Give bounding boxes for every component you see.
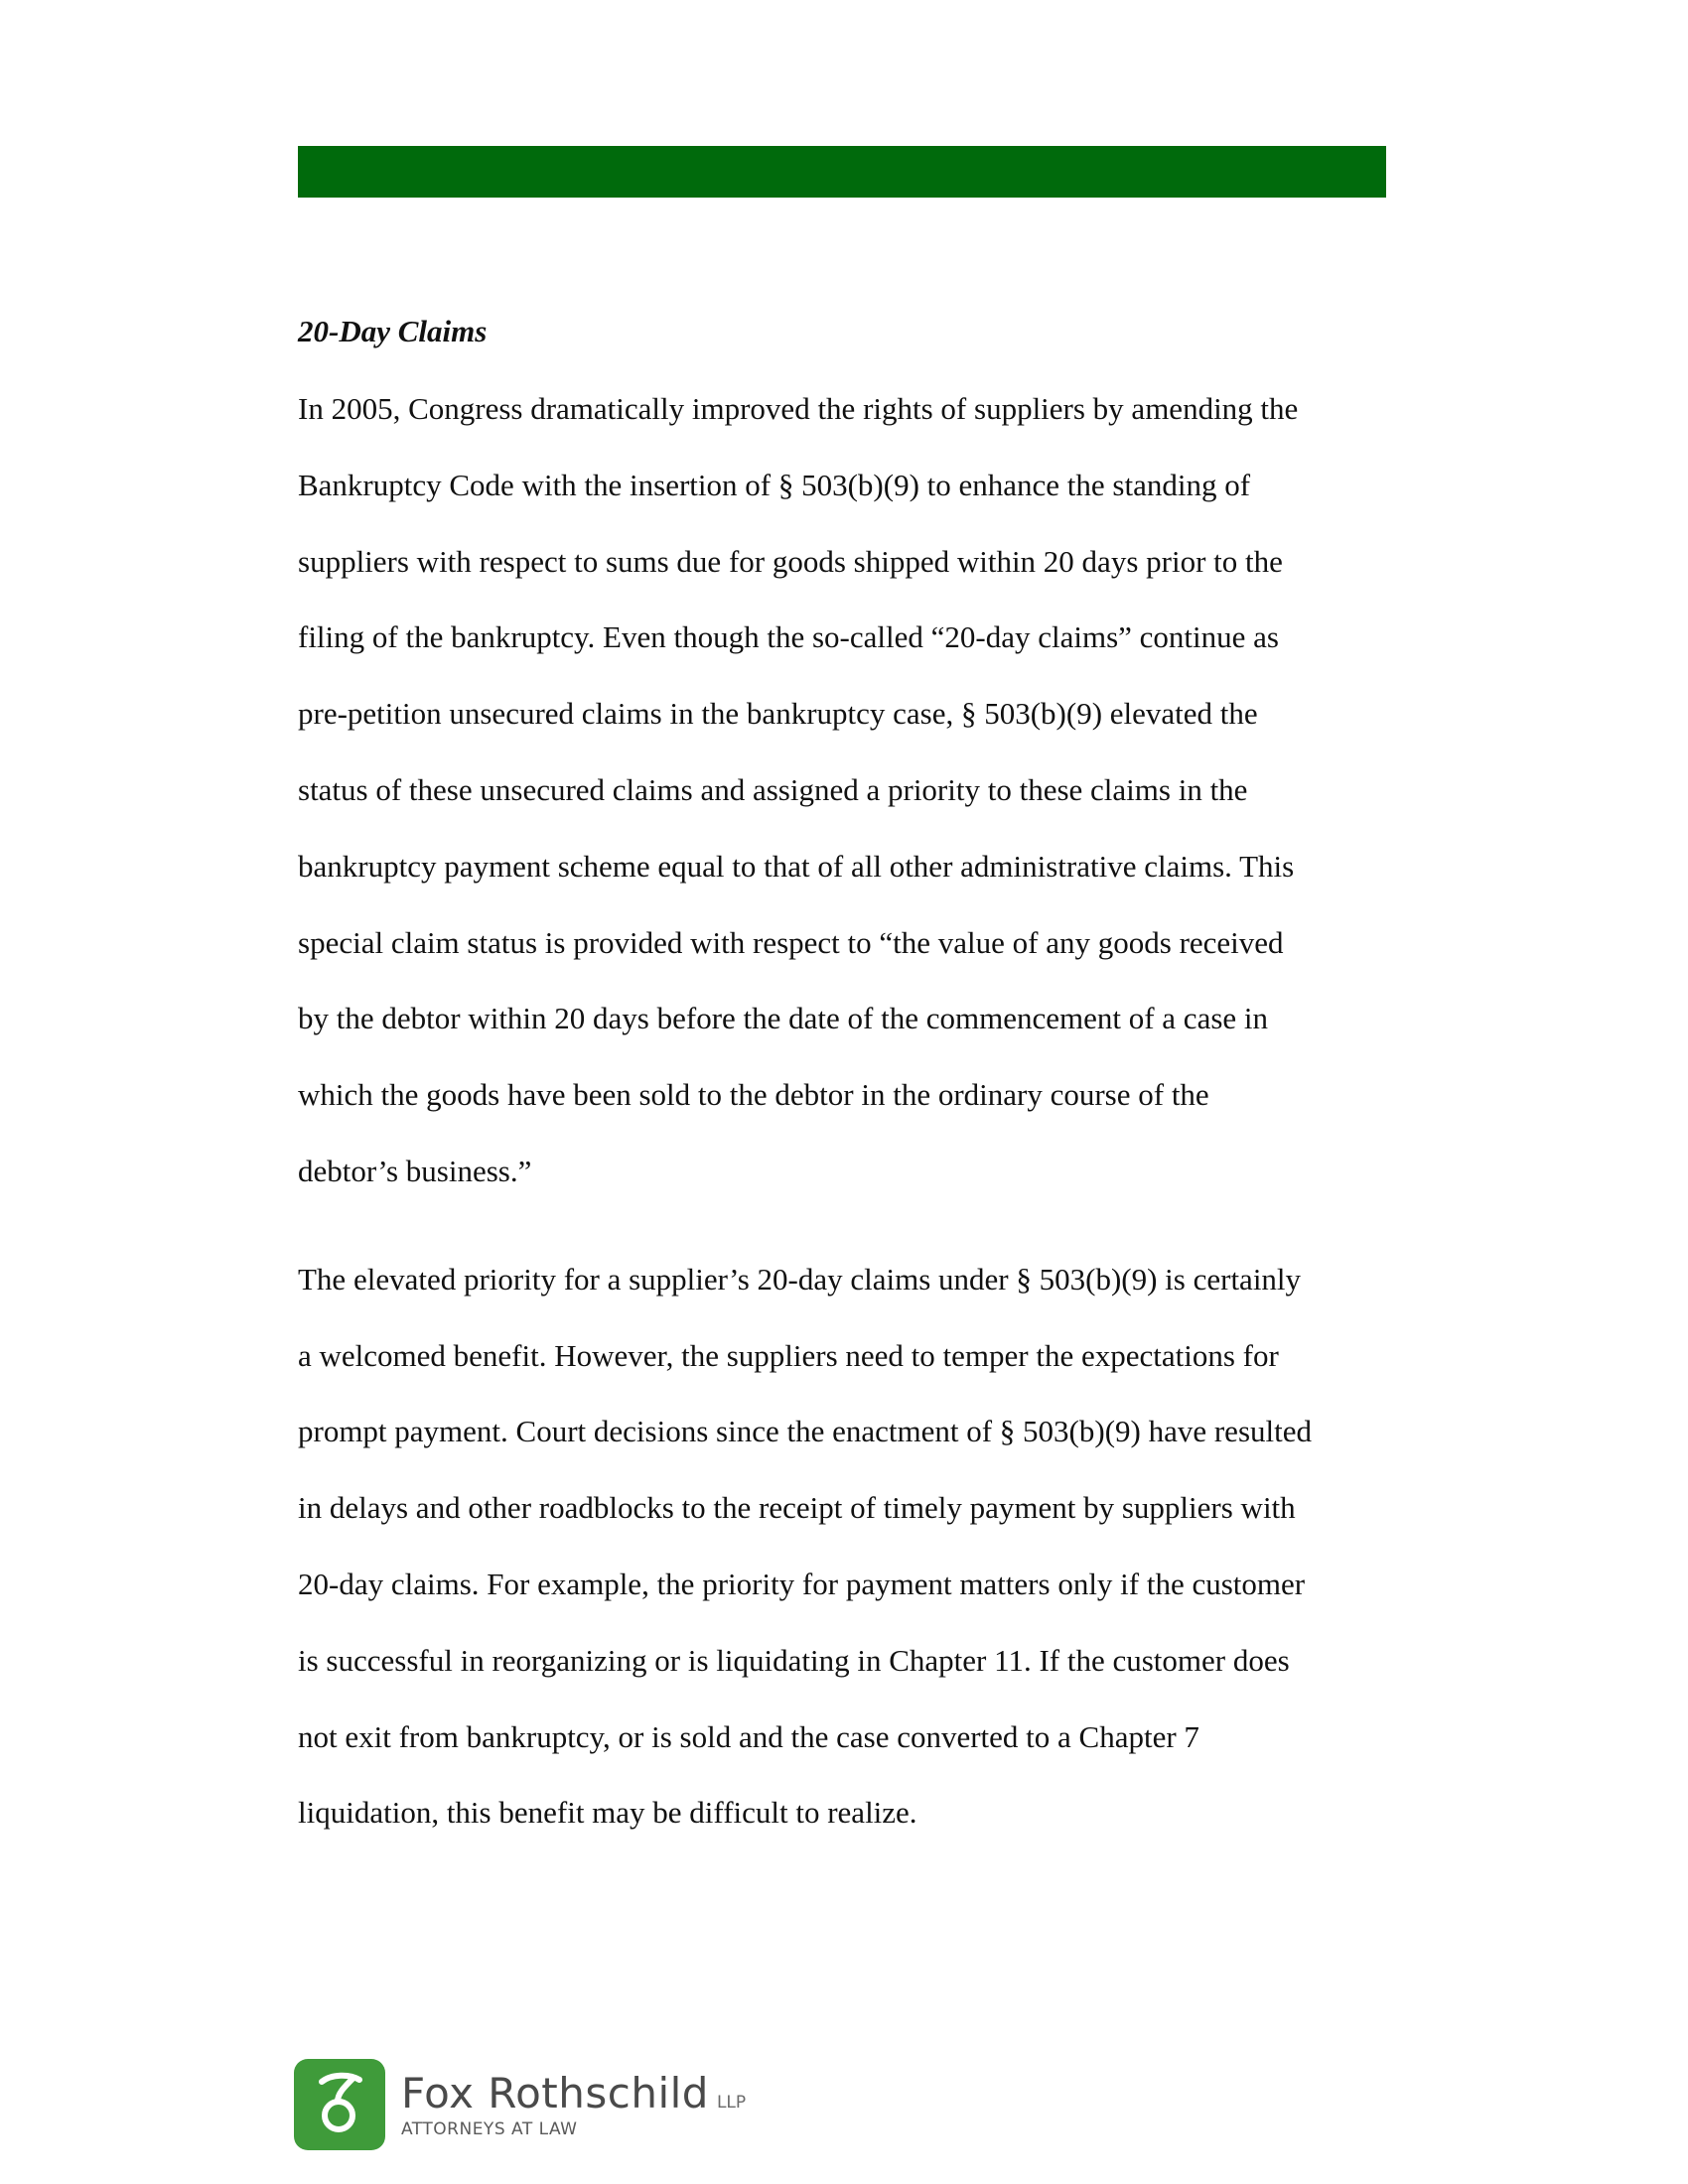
- footer-logo: [294, 2059, 746, 2150]
- text-line: status of these unsecured claims and assigned a priority to these claims in the: [298, 771, 1248, 807]
- header-bar: [298, 146, 1386, 198]
- text-line: debtor’s business.”: [298, 1153, 532, 1188]
- paragraph-1: [298, 371, 1400, 1210]
- section-heading: 20-Day Claims: [298, 314, 488, 348]
- text-line: which the goods have been sold to the debtor in the ordinary course of the: [298, 1077, 1209, 1113]
- document-body: [298, 308, 1400, 1851]
- paragraph-2: [298, 1242, 1400, 1851]
- text-line: special claim status is provided with respect to “the value of any goods received: [298, 924, 1284, 960]
- logo-text: [401, 2070, 746, 2139]
- logo-name-row: [401, 2070, 746, 2117]
- text-line: bankruptcy payment scheme equal to that of all other administrative claims. This: [298, 848, 1295, 884]
- text-line: Bankruptcy Code with the insertion of § 503(b)(9) to enhance the standing of: [298, 467, 1251, 502]
- firm-name: Fox Rothschild: [401, 2069, 709, 2117]
- text-line: in delays and other roadblocks to the receipt of timely payment by suppliers with: [298, 1490, 1296, 1526]
- text-line: 20-day claims. For example, the priority for payment matters only if the customer: [298, 1566, 1306, 1601]
- text-line: filing of the bankruptcy. Even though the so-called “20-day claims” continue as: [298, 619, 1279, 655]
- text-line: The elevated priority for a supplier’s 20-day claims under § 503(b)(9) is certainly: [298, 1261, 1302, 1297]
- text-line: a welcomed benefit. However, the suppliers need to temper the expectations for: [298, 1337, 1279, 1373]
- fox-rothschild-logo-icon: [294, 2059, 385, 2150]
- text-line: In 2005, Congress dramatically improved the rights of suppliers by amending the: [298, 391, 1299, 426]
- text-line: by the debtor within 20 days before the date of the commencement of a case in: [298, 1001, 1269, 1036]
- text-line: suppliers with respect to sums due for goods shipped within 20 days prior to the: [298, 543, 1283, 579]
- text-line: not exit from bankruptcy, or is sold and the case converted to a Chapter 7: [298, 1718, 1199, 1754]
- text-line: liquidation, this benefit may be difficult to realize.: [298, 1795, 917, 1831]
- text-line: pre-petition unsecured claims in the bankruptcy case, § 503(b)(9) elevated the: [298, 696, 1258, 732]
- text-line: prompt payment. Court decisions since the enactment of § 503(b)(9) have resulted: [298, 1414, 1312, 1449]
- text-line: is successful in reorganizing or is liquidating in Chapter 11. If the customer does: [298, 1642, 1290, 1678]
- firm-tagline: ATTORNEYS AT LAW: [401, 2119, 578, 2139]
- firm-suffix: LLP: [716, 2093, 747, 2113]
